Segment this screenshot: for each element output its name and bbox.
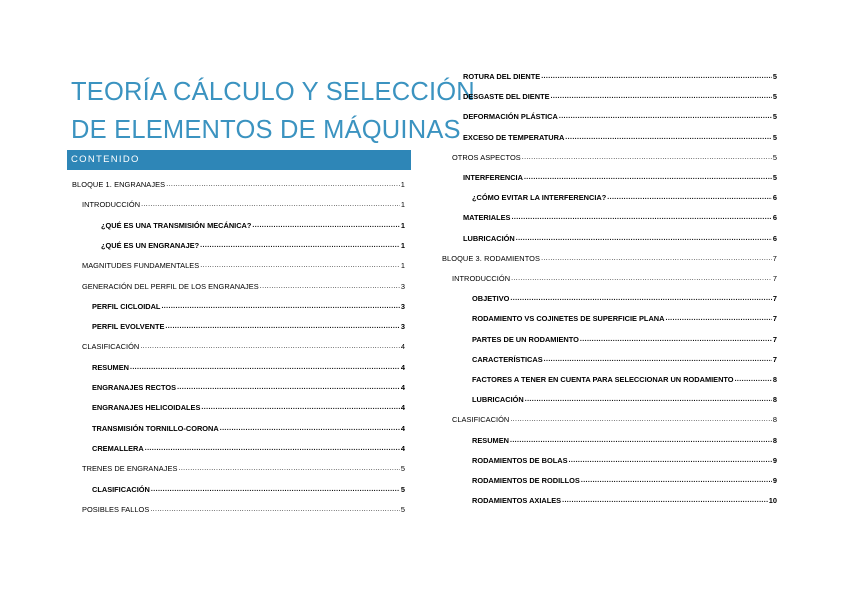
toc-dot-leader	[551, 92, 772, 102]
toc-entry-page: 5	[772, 173, 777, 182]
toc-entry-title: EXCESO DE TEMPERATURA	[463, 132, 565, 142]
toc-entry[interactable]	[472, 292, 777, 304]
toc-entry-page: 5	[772, 152, 777, 162]
toc-entry-page: 5	[772, 92, 777, 102]
toc-dot-leader	[516, 234, 772, 244]
toc-entry-page: 3	[400, 322, 405, 332]
toc-entry[interactable]	[452, 413, 777, 425]
toc-entry-page: 6	[772, 233, 777, 243]
toc-entry-page: 1	[400, 220, 405, 230]
toc-dot-leader	[510, 415, 772, 425]
toc-dot-leader	[200, 241, 400, 251]
toc-entry-title: CLASIFICACIÓN	[452, 415, 510, 425]
toc-entry-page: 7	[772, 354, 777, 364]
toc-entry[interactable]	[463, 70, 777, 82]
toc-entry-title: BLOQUE 1. ENGRANAJES	[72, 180, 166, 189]
toc-entry-title: DEFORMACIÓN PLÁSTICA	[463, 112, 558, 122]
toc-dot-leader	[580, 335, 772, 345]
toc-entry[interactable]	[452, 272, 777, 284]
toc-entry[interactable]	[92, 300, 405, 312]
toc-entry-title: BLOQUE 3. RODAMIENTOS	[442, 253, 541, 263]
toc-entry-title: CLASIFICACIÓN	[92, 484, 150, 494]
toc-entry-page: 1	[400, 200, 405, 210]
toc-entry[interactable]	[463, 211, 777, 223]
toc-entry-page: 7	[772, 253, 777, 263]
toc-entry[interactable]	[463, 171, 777, 183]
toc-entry-title: ROTURA DEL DIENTE	[463, 72, 541, 81]
toc-entry-page: 4	[400, 443, 405, 453]
toc-entry[interactable]	[101, 219, 405, 231]
toc-entry[interactable]	[463, 232, 777, 244]
toc-entry-title: PERFIL EVOLVENTE	[92, 322, 165, 332]
toc-dot-leader	[522, 153, 772, 163]
toc-entry[interactable]	[92, 320, 405, 332]
toc-entry-page: 5	[400, 504, 405, 514]
toc-entry-page: 4	[400, 423, 405, 433]
toc-dot-leader	[581, 476, 772, 486]
toc-entry-page: 5	[772, 112, 777, 122]
toc-entry-title: INTRODUCCIÓN	[82, 200, 141, 210]
toc-entry-title: RODAMIENTO VS COJINETES DE SUPERFICIE PLANA	[472, 314, 665, 324]
toc-entry[interactable]	[472, 353, 777, 365]
toc-entry-page: 1	[400, 261, 405, 271]
toc-dot-leader	[525, 395, 772, 405]
toc-dot-leader	[510, 436, 772, 446]
toc-entry-title: RODAMIENTOS DE RODILLOS	[472, 476, 580, 485]
toc-dot-leader	[512, 213, 772, 223]
toc-dot-leader	[559, 112, 772, 122]
toc-dot-leader	[260, 282, 400, 292]
toc-entry-page: 4	[400, 362, 405, 372]
toc-dot-leader	[665, 314, 771, 324]
toc-entry-title: RESUMEN	[472, 435, 509, 445]
toc-entry[interactable]	[92, 422, 405, 434]
toc-dot-leader	[565, 133, 772, 143]
toc-entry-title: TRENES DE ENGRANAJES	[82, 464, 178, 474]
toc-dot-leader	[178, 464, 399, 474]
title-line-2: DE ELEMENTOS DE MÁQUINAS	[71, 116, 461, 144]
toc-entry[interactable]	[82, 340, 405, 352]
toc-entry-title: TRANSMISIÓN TORNILLO-CORONA	[92, 423, 219, 433]
toc-entry-page: 7	[772, 274, 777, 283]
toc-dot-leader	[151, 485, 400, 495]
toc-entry[interactable]	[472, 191, 777, 203]
toc-entry-title: RESUMEN	[92, 362, 129, 372]
toc-entry-title: CARACTERÍSTICAS	[472, 354, 543, 364]
toc-dot-leader	[252, 221, 399, 231]
toc-entry-title: ¿QUÉ ES UN ENGRANAJE?	[101, 240, 200, 250]
toc-entry[interactable]	[72, 178, 405, 190]
toc-entry-page: 1	[400, 240, 405, 250]
toc-entry[interactable]	[463, 110, 777, 122]
toc-entry[interactable]	[82, 462, 405, 474]
toc-entry-title: FACTORES A TENER EN CUENTA PARA SELECCIONAR UN RODAMIENTO	[472, 375, 734, 384]
toc-entry-title: ¿QUÉ ES UNA TRANSMISIÓN MECÁNICA?	[101, 220, 252, 230]
toc-entry[interactable]	[82, 503, 405, 515]
toc-entry-page: 1	[400, 180, 405, 189]
toc-dot-leader	[200, 261, 400, 271]
toc-entry-page: 10	[768, 496, 777, 506]
toc-entry-title: CLASIFICACIÓN	[82, 342, 140, 352]
toc-entry-page: 6	[772, 213, 777, 223]
toc-dot-leader	[569, 456, 772, 466]
toc-entry[interactable]	[92, 442, 405, 454]
toc-entry[interactable]	[82, 259, 405, 271]
toc-entry[interactable]	[82, 198, 405, 210]
toc-entry-page: 9	[772, 455, 777, 465]
toc-dot-leader	[201, 403, 399, 413]
toc-dot-leader	[161, 302, 399, 312]
toc-dot-leader	[140, 342, 400, 352]
toc-entry[interactable]	[463, 131, 777, 143]
toc-entry-page: 7	[772, 314, 777, 324]
title-line-1: TEORÍA CÁLCULO Y SELECCIÓN	[71, 78, 475, 106]
toc-dot-leader	[177, 383, 400, 393]
toc-entry-page: 7	[772, 294, 777, 304]
toc-entry[interactable]	[452, 151, 777, 163]
toc-entry-page: 6	[772, 193, 777, 203]
toc-entry-title: INTRODUCCIÓN	[452, 274, 511, 283]
toc-entry-title: ENGRANAJES HELICOIDALES	[92, 403, 201, 413]
toc-entry-page: 4	[400, 403, 405, 413]
contents-banner	[67, 150, 411, 170]
toc-entry-page: 3	[400, 281, 405, 291]
toc-entry-page: 5	[400, 484, 405, 494]
toc-entry[interactable]	[92, 381, 405, 393]
toc-entry[interactable]	[442, 252, 777, 264]
toc-dot-leader	[130, 363, 400, 373]
toc-entry-title: ¿CÓMO EVITAR LA INTERFERENCIA?	[472, 193, 607, 203]
toc-entry-page: 3	[400, 301, 405, 311]
toc-entry-title: GENERACIÓN DEL PERFIL DE LOS ENGRANAJES	[82, 281, 259, 291]
toc-entry-page: 4	[400, 342, 405, 352]
toc-entry-page: 9	[772, 476, 777, 485]
toc-dot-leader	[510, 294, 772, 304]
toc-entry[interactable]	[472, 393, 777, 405]
toc-dot-leader	[524, 173, 772, 183]
toc-entry-title: LUBRICACIÓN	[472, 395, 524, 405]
toc-entry-title: MATERIALES	[463, 213, 511, 223]
toc-entry-page: 8	[772, 435, 777, 445]
toc-dot-leader	[165, 322, 399, 332]
toc-dot-leader	[607, 193, 772, 203]
toc-entry-title: OBJETIVO	[472, 294, 510, 304]
toc-entry[interactable]	[92, 361, 405, 373]
toc-entry-title: INTERFERENCIA	[463, 173, 523, 182]
toc-dot-leader	[141, 200, 400, 210]
toc-entry-title: DESGASTE DEL DIENTE	[463, 92, 550, 102]
toc-entry-title: PARTES DE UN RODAMIENTO	[472, 334, 579, 344]
toc-entry-page: 8	[772, 395, 777, 405]
toc-dot-leader	[541, 72, 772, 82]
toc-entry-page: 4	[400, 383, 405, 392]
toc-dot-leader	[511, 274, 772, 284]
toc-entry[interactable]	[101, 239, 405, 251]
toc-entry-page: 8	[772, 375, 777, 384]
toc-dot-leader	[150, 505, 400, 515]
toc-dot-leader	[166, 180, 400, 190]
toc-entry-title: LUBRICACIÓN	[463, 233, 515, 243]
document-title	[71, 73, 475, 149]
toc-entry-page: 8	[772, 415, 777, 425]
toc-entry-title: MAGNITUDES FUNDAMENTALES	[82, 261, 200, 271]
toc-entry-page: 5	[772, 132, 777, 142]
toc-dot-leader	[145, 444, 400, 454]
toc-entry-title: POSIBLES FALLOS	[82, 504, 150, 514]
toc-entry[interactable]	[472, 434, 777, 446]
toc-dot-leader	[735, 375, 772, 385]
toc-entry[interactable]	[472, 454, 777, 466]
toc-entry-title: ENGRANAJES RECTOS	[92, 383, 177, 392]
toc-dot-leader	[541, 254, 772, 264]
toc-entry-page: 5	[400, 464, 405, 474]
toc-entry[interactable]	[472, 494, 777, 506]
toc-entry-title: RODAMIENTOS AXIALES	[472, 496, 562, 506]
toc-entry-title: CREMALLERA	[92, 443, 144, 453]
toc-entry-title: PERFIL CICLOIDAL	[92, 301, 161, 311]
toc-dot-leader	[544, 355, 772, 365]
toc-entry[interactable]	[472, 312, 777, 324]
toc-entry-title: RODAMIENTOS DE BOLAS	[472, 455, 568, 465]
contents-heading: CONTENIDO	[71, 154, 140, 165]
toc-dot-leader	[220, 424, 400, 434]
toc-entry-title: OTROS ASPECTOS	[452, 152, 521, 162]
toc-entry[interactable]	[472, 373, 777, 385]
toc-entry[interactable]	[92, 483, 405, 495]
toc-entry[interactable]	[472, 333, 777, 345]
toc-dot-leader	[562, 496, 768, 506]
toc-entry[interactable]	[463, 90, 777, 102]
toc-entry-page: 7	[772, 334, 777, 344]
toc-entry[interactable]	[472, 474, 777, 486]
toc-entry-page: 5	[772, 72, 777, 81]
toc-entry[interactable]	[82, 280, 405, 292]
toc-entry[interactable]	[92, 401, 405, 413]
